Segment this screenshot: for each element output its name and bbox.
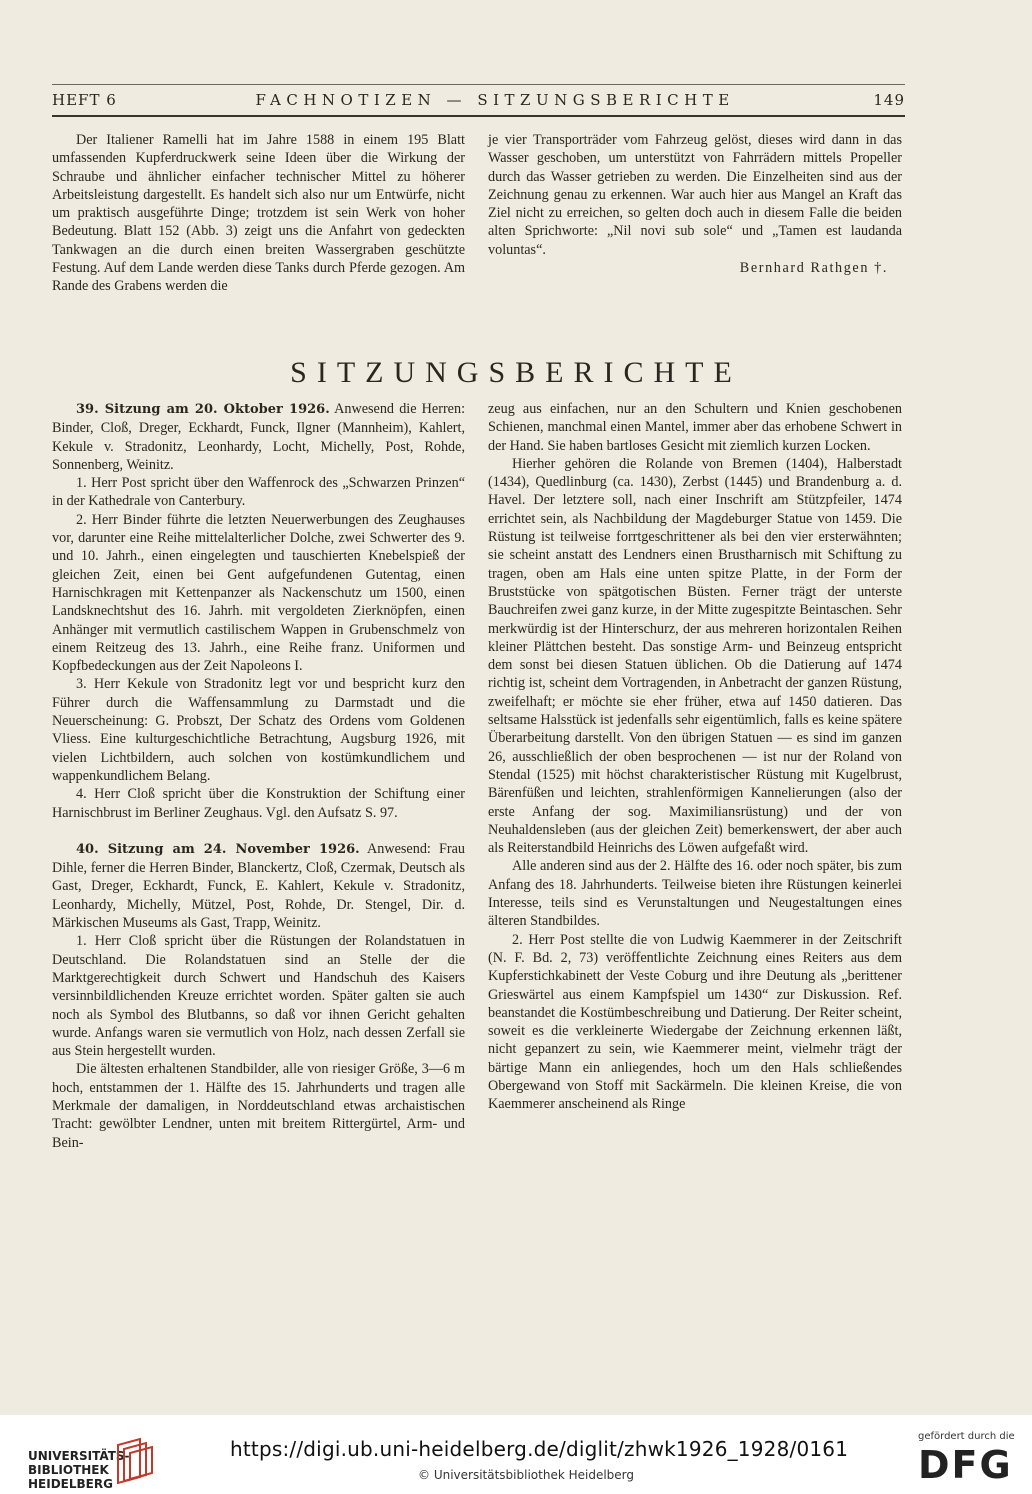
issue-label: HEFT 6: [52, 91, 117, 109]
viewer-footer: [0, 1415, 1032, 1494]
paragraph: je vier Transporträder vom Fahrzeug gelöst, dieses wird dann in das Wasser geschoben, um unterstützt von Fahrrädern mittels Propeller durch das Wasser getrieben zu werden. Die Einzelheiten sind aus der Zeichnung genau zu erkennen. War auch hier aus Mangel an Kraft das Ziel nicht zu erreichen, so gelten doch auch in diesem Falle die beiden alten Sprichworte: „Nil novi sub sole“ und „Tamen est laudanda voluntas“.: [488, 132, 902, 258]
session-heading: 40. Sitzung am 24. November 1926.: [76, 841, 360, 857]
library-name: UNIVERSITÄTS- BIBLIOTHEK HEIDELBERG: [28, 1449, 130, 1491]
library-logo[interactable]: [28, 1437, 218, 1491]
paragraph: zeug aus einfachen, nur an den Schultern und Knien geschobenen Schienen, manchmal einen Mantel, immer aber das erhobene Schwert in der Hand. Sie haben bartloses Gesicht mit ziemlich kurzen Locken.: [488, 401, 902, 454]
top-right-column: [488, 131, 902, 277]
header-rule: [52, 115, 905, 117]
right-column: [488, 400, 902, 1114]
paragraph: 2. Herr Post stellte die von Ludwig Kaemmerer in der Zeitschrift (N. F. Bd. 2, 73) veröffentlichte Zeichnung eines Reiters aus dem Kupferstichkabinett der Veste Coburg und ihre Deutung als „berittener Grieswärtel aus einem Kampfspiel um 1430“ zur Diskussion. Ref. beanstandet die Kostümbeschreibung und Datierung. Der Reiter scheint, soweit es die verkleinerte Wiedergabe der Zeichnung erkennen läßt, nicht gepanzert zu sein, wie Kaemmerer meint, vielmehr trägt der bärtige Mann ein anliegendes, hoch um den Hals schließendes Obergewand von Stoff mit Sackärmeln. Die kleinen Kreise, die von Kaemmerer anscheinend als Ringe: [488, 931, 902, 1113]
paragraph: 4. Herr Cloß spricht über die Konstruktion der Schiftung einer Harnischbrust im Berliner Zeughaus. Vgl. den Aufsatz S. 97.: [52, 786, 465, 821]
page-number: 149: [873, 91, 905, 109]
attendees: Anwesend die Herren: Binder, Cloß, Dreger, Eckhardt, Funck, Ilgner (Mannheim), Kahlert, Kekule v. Stradonitz, Leonhardy, Locht, Michelly, Post, Rohde, Sonnenberg, Weinitz.: [52, 401, 466, 473]
paragraph: 3. Herr Kekule von Stradonitz legt vor und bespricht kurz den Führer durch die Waffensammlung zu Darmstadt und die Neuerscheinung: G. Probszt, Der Schatz des Ordens vom Goldenen Vliess. Eine kulturgeschichtliche Betrachtung, Augsburg 1926, mit vielen Lichtbildern, auch solchen von kostümkundlichem und wappenkundlichem Belang.: [52, 676, 465, 784]
paragraph: 1. Herr Cloß spricht über die Rüstungen der Rolandstatuen in Deutschland. Die Rolandstatuen sind an Stelle der die Marktgerechtigkeit durch Schwert und Handschuh des Kaisers versinnbildlichenden Kreuze errichtet worden. Später galten sie auch noch als Symbol des Blutbanns, so daß vor ihnen Gericht gehalten wurde. Anfangs waren sie vermutlich von Holz, nach dessen Zerfall sie aus Stein hergestellt wurden.: [52, 933, 465, 1060]
spacer: [52, 822, 465, 840]
paragraph: Alle anderen sind aus der 2. Hälfte des 16. oder noch später, bis zum Anfang des 18. Jahrhunderts. Teilweise bieten ihre Rüstungen keinerlei Interesse, teils sind es Verunstaltungen und Neugestaltungen eines älteren Standbildes.: [488, 858, 902, 930]
paragraph: 1. Herr Post spricht über den Waffenrock des „Schwarzen Prinzen“ in der Kathedrale von Canterbury.: [52, 475, 465, 510]
session-heading: 39. Sitzung am 20. Oktober 1926.: [76, 402, 330, 417]
running-header: [52, 87, 905, 113]
session-40: [52, 840, 465, 932]
attendees: Anwesend: Frau Dihle, ferner die Herren Binder, Blanckertz, Cloß, Czermak, Deutsch als Gast, Dreger, Eckhardt, Funck, E. Kahlert, Kekule v. Stradonitz, Leonhardy, Michelly, Mützel, Post, Rohde, Dr. Stengel, Dir. d. Märkischen Museums als Gast, Trapp, Weinitz.: [52, 840, 465, 932]
header-title: FACHNOTIZEN — SITZUNGSBERICHTE: [255, 91, 735, 109]
session-39: [52, 400, 465, 474]
author-signature: Bernhard Rathgen †.: [739, 260, 888, 277]
funding-label: gefördert durch die: [918, 1431, 1015, 1442]
copyright-notice: © Universitätsbibliothek Heidelberg: [418, 1468, 635, 1482]
paragraph: Der Italiener Ramelli hat im Jahre 1588 in einem 195 Blatt umfassenden Kupferdruckwerk seine Ideen über die Wirkung der Schraube und ähnlicher einfacher technischer Mittel zu höherer Arbeitsleistung dargestellt. Es handelt sich also nur um Entwürfe, nicht um praktisch ausgeführte Dinge; trotzdem ist sein Werk von hoher Bedeutung. Blatt 152 (Abb. 3) zeigt uns die Anfahrt von gedeckten Tankwagen an die durch einen breiten Wassergraben geschützte Festung. Auf dem Lande werden diese Tanks durch Pferde gezogen. Am Rande des Grabens werden die: [52, 132, 465, 295]
dfg-logo[interactable]: DFG: [918, 1443, 1013, 1487]
permalink-url[interactable]: https://digi.ub.uni-heidelberg.de/diglit/zhwk1926_1928/0161: [230, 1437, 849, 1461]
top-left-column: [52, 131, 465, 296]
section-title: SITZUNGSBERICHTE: [290, 356, 742, 389]
left-column: [52, 400, 465, 1152]
paragraph: Hierher gehören die Rolande von Bremen (1404), Halberstadt (1434), Quedlinburg (ca. 1430), Zerbst (1445) und Brandenburg a. d. Havel. Der letztere soll, nach einer Inschrift am Stützpfeiler, 1474 errichtet sein, als Nachbildung der Magdeburger Statue von 1459. Die Rüstung ist teilweise forrtgeschrittener als bei den vier ersterwähnten; sie scheint anstatt des Lendners einen Brustharnisch mit Schiftung zu tragen, oben am Hals eine unten spitze Platte, in der Form der Bruststücke von spätgotischen Büsten. Ferner trägt der unterste Bauchreifen zwei ganz kurze, in der Mitte zugespitzte Beintaschen. Sehr merkwürdig ist der Hinterschurz, der aus mehreren horizontalen Reihen kleiner Plättchen besteht. Das sonstige Arm- und Beinzeug entspricht dem sonst bei diesen Statuen üblichen. Ob die Datierung auf 1474 richtig ist, scheint dem Vortragenden, in Anbetracht der ganzen Rüstung, zweifelhaft; er möchte sie eher früher, etwa auf 1450 datieren. Das seltsame Halsstück ist jedenfalls sehr eigentümlich, falls es keine spätere Überarbeitung darstellt. Von den übrigen Statuen — es sind im ganzen 26, ausschließlich der oben besprochenen — ist nur der Roland von Stendal (1525) mit höchst charakteristischer Rüstung mit Kugelbrust, Bärenfüßen und leichten, strahlenförmigen Kannelierungen (also der erste Anfang der sog. Maximiliansrüstung) und der von Neuhaldensleben (aus der gleichen Zeit) bemerkenswert, der aber auch als Reiterstandbild Heinrichs des Löwen aufgefaßt wird.: [488, 455, 902, 857]
library-emblem-icon: [110, 1437, 170, 1487]
paragraph: Die ältesten erhaltenen Standbilder, alle von riesiger Größe, 3—6 m hoch, entstammen der 1. Hälfte des 15. Jahrhunderts und tragen alle Merkmale der damaligen, in Norddeutschland etwas archaistischen Tracht: gewölbter Lendner, unten mit breitem Rittergürtel, Arm- und Bein-: [52, 1061, 465, 1151]
header-top-rule: [52, 84, 905, 85]
paragraph: 2. Herr Binder führte die letzten Neuerwerbungen des Zeughauses vor, darunter eine Reihe mittelalterlicher Dolche, zwei Schwerter des 9. und 10. Jahrh., einen eingelegten und tauschierten Knebelspieß der gleichen Zeit, einen bei Gent aufgefundenen Gutentag, einen Harnischkragen mit Kettenpanzer als Nackenschutz um 1500, einen Landsknechtshut des 16. Jahrh. mit vergoldeten Zierknöpfen, einen Anhänger mit vermutlich castilischem Wappen in Grubenschmelz von einem Reitzeug des 13. Jahrh., eine Reihe franz. Uniformen und Kopfbedeckungen aus der Zeit Napoleons I.: [52, 511, 465, 675]
